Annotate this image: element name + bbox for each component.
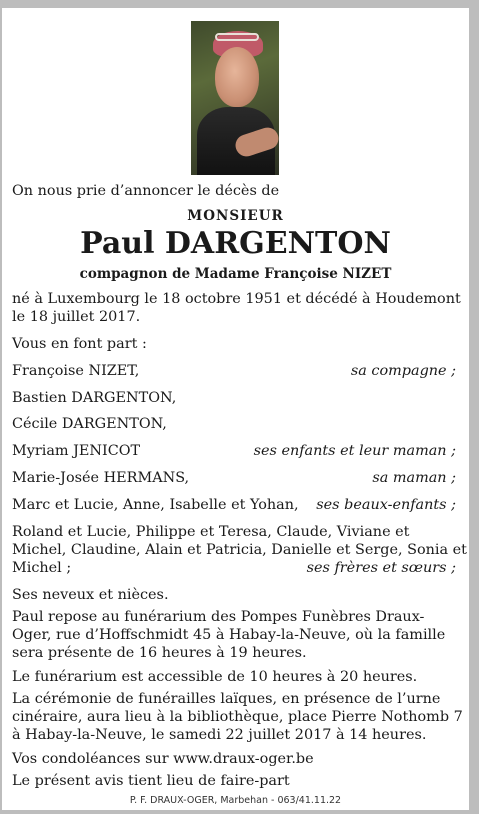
announce-text: Vous en font part : [12,336,147,352]
funerarium-hours: Le funérarium est accessible de 10 heures à 20 heures. [12,669,418,685]
siblings-line-3: Michel ; [12,560,72,576]
ceremony-line-1: La cérémonie de funérailles laïques, en présence de l’urne [12,691,441,707]
ceremony-line-3: à Habay-la-Neuve, le samedi 22 juillet 2017 à 14 heures. [12,727,427,743]
family-role: ses beaux-enfants ; [316,497,456,513]
family-role: sa maman ; [372,470,456,486]
condolences-text: Vos condoléances sur www.draux-oger.be [12,751,314,767]
siblings-line-1: Roland et Lucie, Philippe et Teresa, Claude, Viviane et [12,524,410,540]
companion-line: compagnon de Madame Françoise NIZET [79,266,392,282]
birth-line-1: né à Luxembourg le 18 octobre 1951 et décédé à Houdemont [12,291,461,307]
siblings-line-2: Michel, Claudine, Alain et Patricia, Danielle et Serge, Sonia et [12,542,467,558]
ceremony-line-2: cinéraire, aura lieu à la bibliothèque, place Pierre Nothomb 7 [12,709,463,725]
deceased-name: Paul DARGENTON [80,226,391,261]
rest-line-3: sera présente de 16 heures à 19 heures. [12,645,307,661]
rest-line-1: Paul repose au funérarium des Pompes Funèbres Draux- [12,609,425,625]
obituary-card [2,8,469,810]
notice-text: Le présent avis tient lieu de faire-part [12,773,290,789]
footer-credit: P. F. DRAUX-OGER, Marbehan - 063/41.11.22 [129,795,342,806]
rest-line-2: Oger, rue d’Hoffschmidt 45 à Habay-la-Neuve, où la famille [12,627,446,643]
nephews-text: Ses neveux et nièces. [12,587,169,603]
family-role: sa compagne ; [350,363,456,379]
family-name: Bastien DARGENTON, [12,390,177,406]
family-role: ses enfants et leur maman ; [253,443,456,459]
family-name: Françoise NIZET, [12,363,140,379]
family-name: Marc et Lucie, Anne, Isabelle et Yohan, [12,497,299,513]
family-name: Marie-Josée HERMANS, [12,470,190,486]
intro-text: On nous prie d’annoncer le décès de [12,183,280,199]
portrait-photo [191,21,279,175]
title-monsieur: MONSIEUR [187,208,284,224]
family-name: Myriam JENICOT [12,443,141,459]
family-name: Cécile DARGENTON, [12,416,167,432]
birth-line-2: le 18 juillet 2017. [12,309,141,325]
siblings-role: ses frères et sœurs ; [306,560,456,576]
